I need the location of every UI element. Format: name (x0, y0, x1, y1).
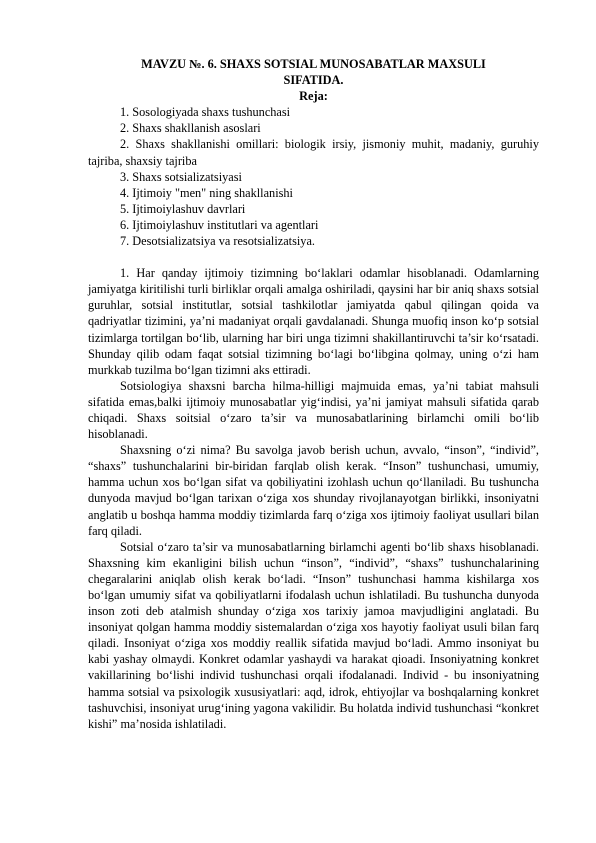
plan-item: 5. Ijtimoiylashuv davrlari (120, 201, 246, 216)
plan-item: 2. Shaxs shakllanish asoslari (120, 121, 261, 136)
plan-item: 7. Desotsializatsiya va resotsializatsiya. (120, 234, 315, 249)
title-line-2: SIFATIDA. (283, 73, 344, 88)
body-paragraph: Sotsial o‘zaro ta’sir va munosabatlarning birlamchi agenti bo‘lib shaxs hisoblanadi. Shaxsning kim ekanligini bilish uchun “inson”, “individ”, “shaxs” tushunchalarining chegaralarini aniqlab olish kerak bo‘ladi. “Inson” tushunchasi hamma kishilarga xos bo‘lgan umumiy sifat va qobiliyatlarni ifodalash uchun ishlatiladi. Bu tushuncha dunyoda inson zoti deb atalmish shunday o‘ziga xos tarixiy jamoa mavjudligini anglatadi. Bu insoniyat qolgan hamma moddiy sistemalardan o‘ziga xos hayotiy faoliyat usuli bilan farq qiladi. Insoniyat o‘ziga xos moddiy reallik sifatida mavjud bo‘ladi. Ammo insoniyat bu kabi yashay olmaydi. Konkret odamlar yashaydi va harakat qioadi. Insoniyatning konkret vakillarining bo‘lishi individ tushunchasi orqali ifodalanadi. Individ - bu insoniyatning hamma sotsial va psixologik xususiyatlari: aqd, idrok, ehtiyojlar va boshqalarning konkret tashuvchisi, insoniyat urug‘ining yagona vakilidir. Bu holatda individ tushunchasi “konkret kishi” ma’nosida ishlatiladi. (88, 539, 539, 731)
document-title (88, 56, 539, 88)
plan-item: 1. Sosologiyada shaxs tushunchasi (120, 105, 291, 120)
plan-list (88, 104, 539, 249)
body-paragraph: Sotsiologiya shaxsni barcha hilma-hilligi majmuida emas, ya’ni tabiat mahsuli sifatida emas,balki ijtimoiy munosabatlar yig‘indisi, ya’ni jamiyat mahsuli sifatida qarab chiqadi. Shaxs soitsial o‘zaro ta’sir va munosabatlarining birlamchi omili bo‘lib hisoblanadi. (88, 378, 539, 442)
plan-item: 2. Shaxs shakllanishi omillari: biologik irsiy, jismoniy muhit, madaniy, guruhiy tajriba, shaxsiy tajriba (88, 137, 539, 168)
plan-heading: Reja: (299, 89, 328, 104)
body-paragraph: Shaxsning o‘zi nima? Bu savolga javob berish uchun, avvalo, “inson”, “individ”, “shaxs” tushunchalarini bir-biridan farqlab olish kerak. “Inson” tushunchasi, umumiy, hamma uchun xos bo‘lgan sifat va qobiliyatini izohlash uchun qo‘llaniladi. Bu tushuncha dunyoda mavjud bo‘lgan tarixan o‘ziga xos shunday rivojlanayotgan birlikki, insoniyatni anglatib u boshqa hamma moddiy tizimlarda farq o‘ziga xos ijtimoiy faoliyat usullari bilan farq qiladi. (88, 443, 539, 538)
body-paragraph: 1. Har qanday ijtimoiy tizimning bo‘laklari odamlar hisoblanadi. Odamlarning jamiyatga kiritilishi turli birliklar orqali amalga oshiriladi, qaysini har bir aniq shaxs sotsial guruhlar, sotsial institutlar, sotsial tashkilotlar jamiyatda qabul qilingan qoida va qadriyatlar tizimini, ya’ni madaniyat orqali gavdalanadi. Shunga muofiq inson ko‘p sotsial tizimlarga tortilgan bo‘lib, ularning har biri unga tizimni shakillantiruvchi ta’sir ko‘rsatadi. Shunday qilib odam faqat sotsial tizimning bo‘lagi bo‘libgina qolmay, uning o‘zi ham murkkab tuzilma bo‘lgan tizimni aks ettiradi. (88, 266, 539, 377)
plan-item: 3. Shaxs sotsializatsiyasi (120, 169, 242, 184)
plan-item: 4. Ijtimoiy "men" ning shakllanishi (120, 185, 293, 200)
plan-item: 6. Ijtimoiylashuv institutlari va agentlari (120, 217, 319, 232)
spacer (88, 249, 539, 265)
title-line-1: MAVZU №. 6. SHAXS SOTSIAL MUNOSABATLAR MAXSULI (141, 57, 486, 71)
document-page (88, 56, 539, 732)
